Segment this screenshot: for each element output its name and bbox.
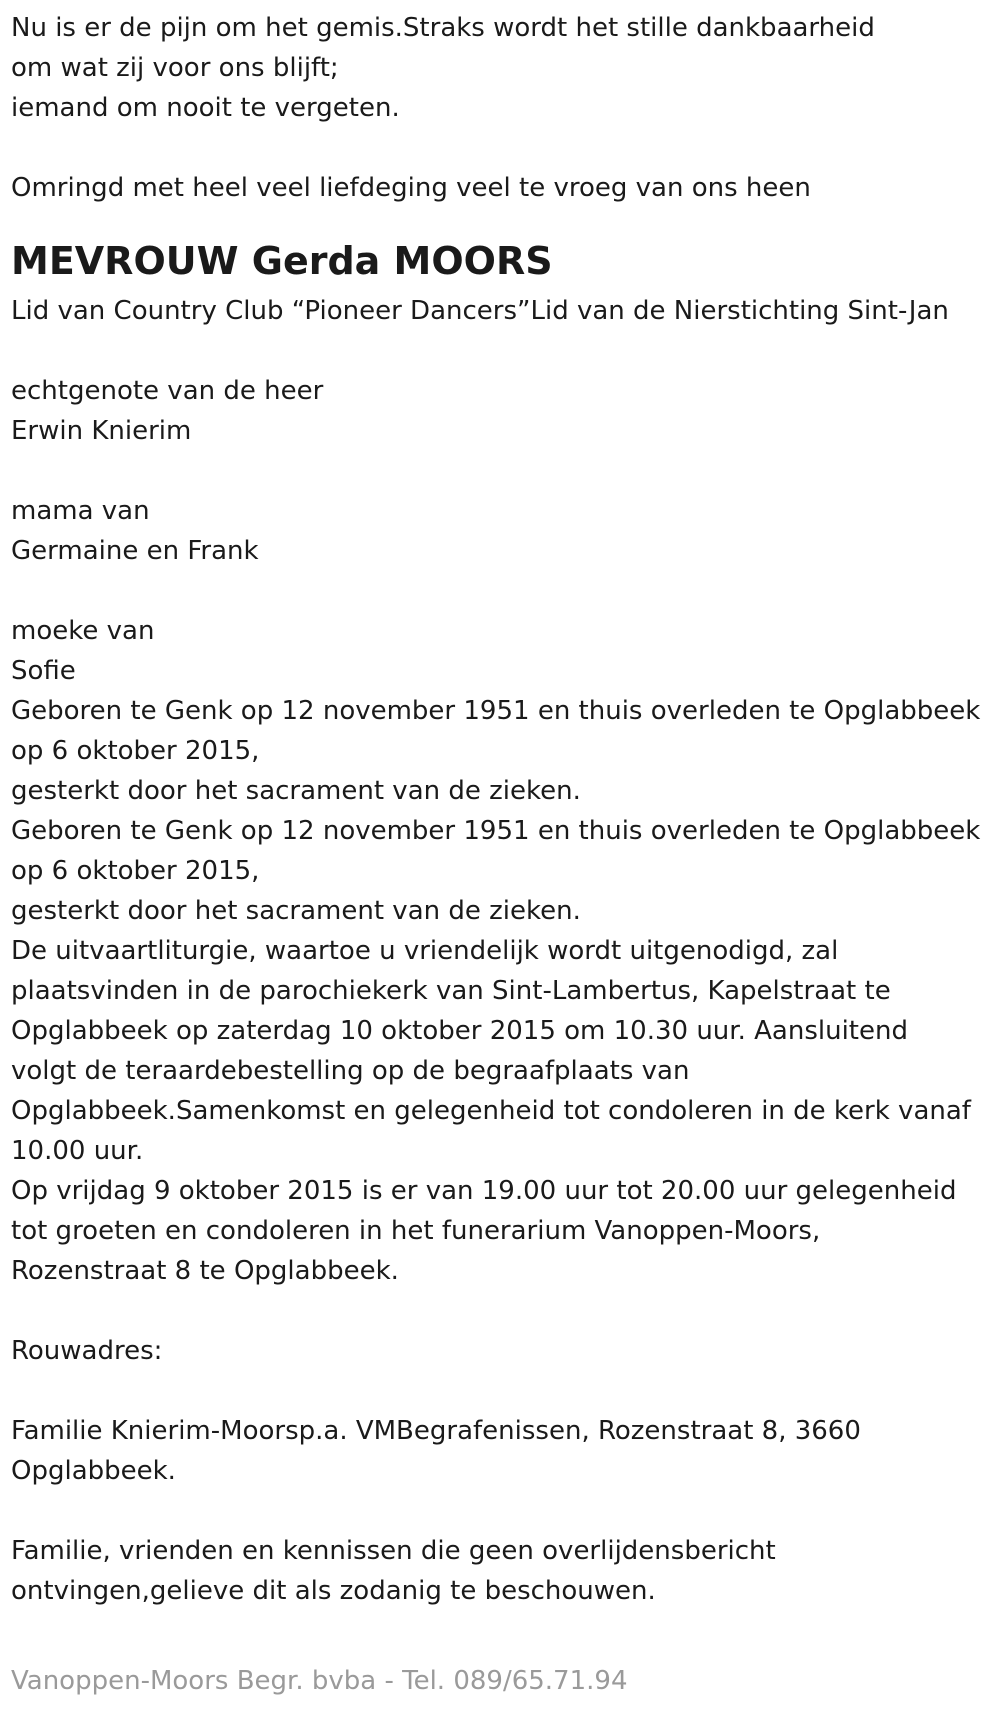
deceased-name: MEVROUW Gerda MOORS	[11, 239, 553, 283]
spacer	[11, 1291, 1000, 1331]
intro-line: Nu is er de pijn om het gemis.Straks wordt het stille dankbaarheid	[11, 13, 875, 43]
spacer	[11, 1491, 1000, 1531]
funeral-home-footer: Vanoppen-Moors Begr. bvba - Tel. 089/65.71.94	[11, 1666, 628, 1696]
funeral-paragraph	[11, 931, 1000, 1171]
intro-line: iemand om nooit te vergeten.	[11, 93, 400, 123]
spacer	[11, 128, 1000, 168]
visitation-line: Rozenstraat 8 te Opglabbeek.	[11, 1256, 399, 1286]
notice-line: ontvingen,gelieve dit als zodanig te beschouwen.	[11, 1576, 656, 1606]
birth-death-paragraph-repeat	[11, 811, 1000, 931]
mourning-address-label: Rouwadres:	[11, 1336, 163, 1366]
birth-death-paragraph	[11, 691, 1000, 811]
children-block	[11, 491, 1000, 571]
birth-death-line: gesterkt door het sacrament van de zieken.	[11, 776, 581, 806]
grandchildren-names: Sofie	[11, 656, 76, 686]
funeral-line: plaatsvinden in de parochiekerk van Sint-Lambertus, Kapelstraat te	[11, 976, 891, 1006]
funeral-line: Opglabbeek.Samenkomst en gelegenheid tot condoleren in de kerk vanaf	[11, 1096, 971, 1126]
memberships-text: Lid van Country Club “Pioneer Dancers”Lid van de Nierstichting Sint-Jan	[11, 296, 949, 326]
address-line: Familie Knierim-Moorsp.a. VMBegrafenissen, Rozenstraat 8, 3660	[11, 1416, 861, 1446]
birth-death-line: Geboren te Genk op 12 november 1951 en thuis overleden te Opglabbeek	[11, 696, 981, 726]
announcement-text: Omringd met heel veel liefdeging veel te vroeg van ons heen	[11, 173, 811, 203]
address-line: Opglabbeek.	[11, 1456, 176, 1486]
spouse-name: Erwin Knierim	[11, 416, 192, 446]
spouse-block	[11, 371, 1000, 451]
spacer	[11, 451, 1000, 491]
birth-death-line: Geboren te Genk op 12 november 1951 en thuis overleden te Opglabbeek	[11, 816, 981, 846]
funeral-line: De uitvaartliturgie, waartoe u vriendelijk wordt uitgenodigd, zal	[11, 936, 839, 966]
grandchildren-block	[11, 611, 1000, 691]
children-names: Germaine en Frank	[11, 536, 259, 566]
notice-paragraph	[11, 1531, 1000, 1611]
intro-line: om wat zij voor ons blijft;	[11, 53, 339, 83]
visitation-line: tot groeten en condoleren in het funerarium Vanoppen-Moors,	[11, 1216, 821, 1246]
birth-death-line: op 6 oktober 2015,	[11, 856, 260, 886]
funeral-line: Opglabbeek op zaterdag 10 oktober 2015 om 10.30 uur. Aansluitend	[11, 1016, 908, 1046]
spouse-label: echtgenote van de heer	[11, 376, 324, 406]
children-label: mama van	[11, 496, 150, 526]
funeral-line: 10.00 uur.	[11, 1136, 144, 1166]
visitation-line: Op vrijdag 9 oktober 2015 is er van 19.00 uur tot 20.00 uur gelegenheid	[11, 1176, 957, 1206]
visitation-paragraph	[11, 1171, 1000, 1291]
notice-line: Familie, vrienden en kennissen die geen overlijdensbericht	[11, 1536, 776, 1566]
intro-verse	[11, 8, 1000, 128]
birth-death-line: op 6 oktober 2015,	[11, 736, 260, 766]
birth-death-line: gesterkt door het sacrament van de zieken.	[11, 896, 581, 926]
spacer	[11, 331, 1000, 371]
spacer	[11, 571, 1000, 611]
spacer	[11, 1371, 1000, 1411]
grandchildren-label: moeke van	[11, 616, 155, 646]
mourning-address	[11, 1411, 1000, 1491]
funeral-line: volgt de teraardebestelling op de begraafplaats van	[11, 1056, 690, 1086]
